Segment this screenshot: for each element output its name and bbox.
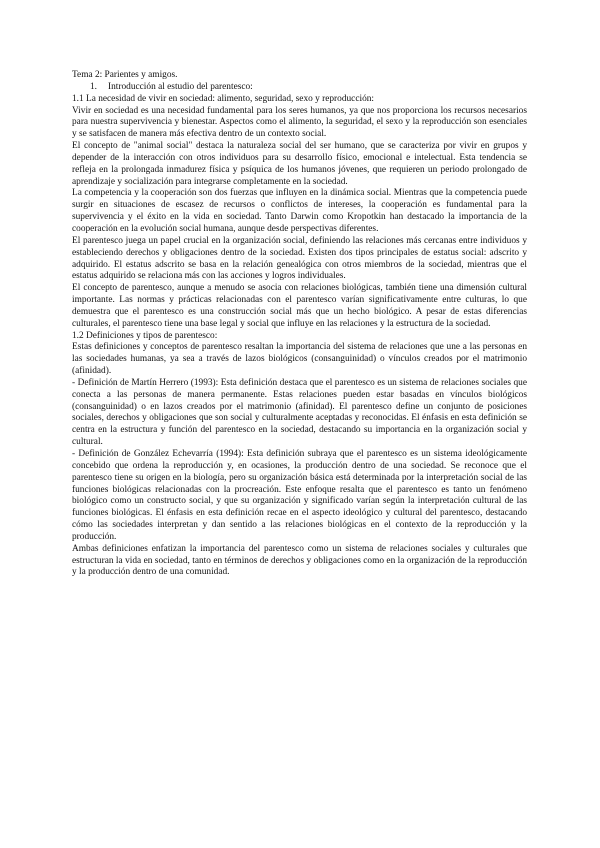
section-heading-1-2: 1.2 Definiciones y tipos de parentesco: xyxy=(72,330,218,341)
paragraph: Estas definiciones y conceptos de parentesco resaltan la importancia del sistema de relaciones que une a las personas en las sociedades humanas, ya sea a través de lazos biológicos (consanguinidad) o vínculos creados por el matrimonio (afinidad). xyxy=(72,342,527,377)
list-item-number: 1. xyxy=(90,81,98,92)
list-item-introduccion xyxy=(72,82,527,94)
paragraph: - Definición de Martín Herrero (1993): Esta definición destaca que el parentesco es un sistema de relaciones sociales que conecta a las personas de manera permanente. Estas relaciones pueden estar basadas en vínculos biológicos (consanguinidad) o en lazos creados por el matrimonio (afinidad). El parentesco define un conjunto de posiciones sociales, derechos y obligaciones que son social y culturalmente aceptadas y reconocidas. El énfasis en esta definición se centra en la estructura y función del parentesco en la sociedad, destacando su importancia en la organización social y cultural. xyxy=(72,377,527,448)
section-heading-1-1: 1.1 La necesidad de vivir en sociedad: alimento, seguridad, sexo y reproducción: xyxy=(72,93,375,104)
paragraph: El concepto de parentesco, aunque a menudo se asocia con relaciones biológicas, también tiene una dimensión cultural importante. Las normas y prácticas relacionadas con el parentesco varían significativamente entre culturas, lo que demuestra que el parentesco es una construcción social más que un hecho biológico. A pesar de estas diferencias culturales, el parentesco tiene una base legal y social que influye en las relaciones y la estructura de la sociedad. xyxy=(72,283,527,329)
paragraph: Ambas definiciones enfatizan la importancia del parentesco como un sistema de relaciones sociales y culturales que estructuran la vida en sociedad, tanto en términos de derechos y obligaciones como en la organización de la reproducción y la producción dentro de una comunidad. xyxy=(72,543,527,578)
list-item-text: Introducción al estudio del parentesco: xyxy=(108,81,253,92)
paragraph: Vivir en sociedad es una necesidad fundamental para los seres humanos, ya que nos proporciona los recursos necesarios para nuestra supervivencia y bienestar. Aspectos como el alimento, la seguridad, el sexo y la reproducción son esenciales y se satisfacen de manera más efectiva dentro de un contexto social. xyxy=(72,105,527,140)
paragraph: El parentesco juega un papel crucial en la organización social, definiendo las relaciones más cercanas entre individuos y estableciendo derechos y obligaciones dentro de la sociedad. Existen dos tipos principales de estatus social: adscrito y adquirido. El estatus adscrito se basa en la relación genealógica con otros miembros de la sociedad, mientras que el estatus adquirido se relaciona más con las acciones y logros individuales. xyxy=(72,235,527,282)
paragraph: El concepto de "animal social" destaca la naturaleza social del ser humano, que se caracteriza por vivir en grupos y depender de la interacción con otros individuos para su desarrollo físico, emocional e intelectual. Esta tendencia se refleja en la prolongada inmadurez física y psíquica de los humanos jóvenes, que requieren un periodo prolongado de aprendizaje y socialización para integrarse completamente en la sociedad. xyxy=(72,141,527,187)
paragraph: La competencia y la cooperación son dos fuerzas que influyen en la dinámica social. Mientras que la competencia puede surgir en situaciones de escasez de recursos o conflictos de intereses, la cooperación es fundamental para la supervivencia y el éxito en la vida en sociedad. Tanto Darwin como Kropotkin han destacado la importancia de la cooperación en la evolución social humana, aunque desde perspectivas diferentes. xyxy=(72,188,527,234)
document-page xyxy=(72,70,527,579)
paragraph: - Definición de González Echevarría (1994): Esta definición subraya que el parentesco es un sistema ideológicamente concebido que ordena la reproducción y, en ocasiones, la producción dentro de una sociedad. Se reconoce que el parentesco tiene su origen en la biología, pero su organización básica está determinada por la interpretación social de las funciones biológicas relacionadas con la procreación. Este enfoque resalta que el parentesco es tanto un fenómeno biológico como un constructo social, y que su organización y significado varían según la interpretación cultural de las funciones biológicas. El énfasis en esta definición recae en el aspecto ideológico y cultural del parentesco, destacando cómo las sociedades interpretan y dan sentido a las relaciones biológicas en el contexto de la reproducción y la producción. xyxy=(72,449,527,542)
document-title: Tema 2: Parientes y amigos. xyxy=(72,70,178,80)
